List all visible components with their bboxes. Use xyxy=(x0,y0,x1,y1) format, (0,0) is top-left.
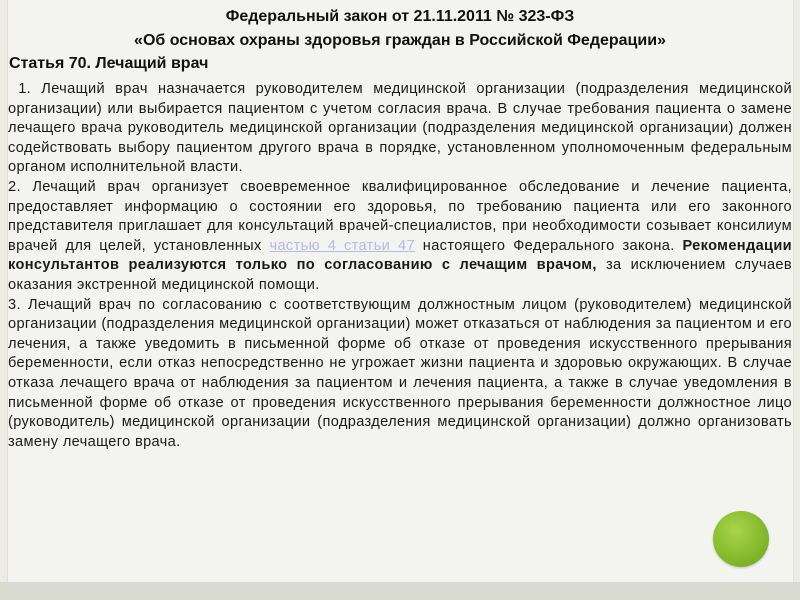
paragraph-2 xyxy=(8,178,792,296)
left-border-bar xyxy=(0,0,8,600)
green-circle-decoration xyxy=(713,511,769,567)
article-body xyxy=(8,80,792,452)
paragraph-1-text: 1. Лечащий врач назначается руководителем медицинской организации (подразделения медицинской организации) или выбирается пациентом с учетом согласия врача. В случае требования пациента о замене лечащего врача руководитель медицинской организации (подразделения медицинской организации) должен содействовать выбору пациентом другого врача в порядке, установленном уполномоченным федеральным органом исполнительной власти. xyxy=(8,81,793,176)
bottom-strip xyxy=(0,582,800,600)
paragraph-3-text: 3. Лечащий врач по согласованию с соответствующим должностным лицом (руководителем) медицинской организации (подразделения медицинской организации) может отказаться от наблюдения за пациентом и его лечения, а также уведомить в письменной форме об отказе от проведения искусственного прерывания беременности, если отказ непосредственно не угрожает жизни пациента и здоровью окружающих. В случае отказа лечащего врача от наблюдения за пациентом и лечения пациента, а также в случае уведомления в письменной форме об отказе от проведения искусственного прерывания беременности должностное лицо (руководитель) медицинской организации (подразделения медицинской организации) должно организовать замену лечащего врача. xyxy=(8,296,792,450)
paragraph-2-text-start: 2. Лечащий врач организует своевременное квалифицированное обследование и лечение пациента, предоставляет информацию о состоянии его здоровья, по требованию пациента или его законного представителя приглашает для консультаций врачей-специалистов, при необходимости созывает консилиум врачей для целей, установленных xyxy=(8,178,792,254)
right-border-bar xyxy=(793,0,800,600)
paragraph-2-text-end: за исключением случаев оказания экстренной медицинской помощи. xyxy=(8,257,793,293)
article-47-link[interactable]: частью 4 статьи 47 xyxy=(269,237,415,254)
paragraph-2-text-middle: настоящего Федерального закона. xyxy=(414,237,683,254)
law-header xyxy=(0,5,800,53)
paragraph-3 xyxy=(8,296,792,453)
article-title: Статья 70. Лечащий врач xyxy=(9,55,209,72)
paragraph-1 xyxy=(8,80,792,178)
law-subtitle-line: «Об основах охраны здоровья граждан в Российской Федерации» xyxy=(134,32,666,49)
paragraph-1-indent xyxy=(8,81,18,97)
paragraph-2-bold-text: Рекомендации консультантов реализуются только по согласованию с лечащим врачом, xyxy=(8,237,792,274)
law-title-line: Федеральный закон от 21.11.2011 № 323-ФЗ xyxy=(225,8,575,25)
